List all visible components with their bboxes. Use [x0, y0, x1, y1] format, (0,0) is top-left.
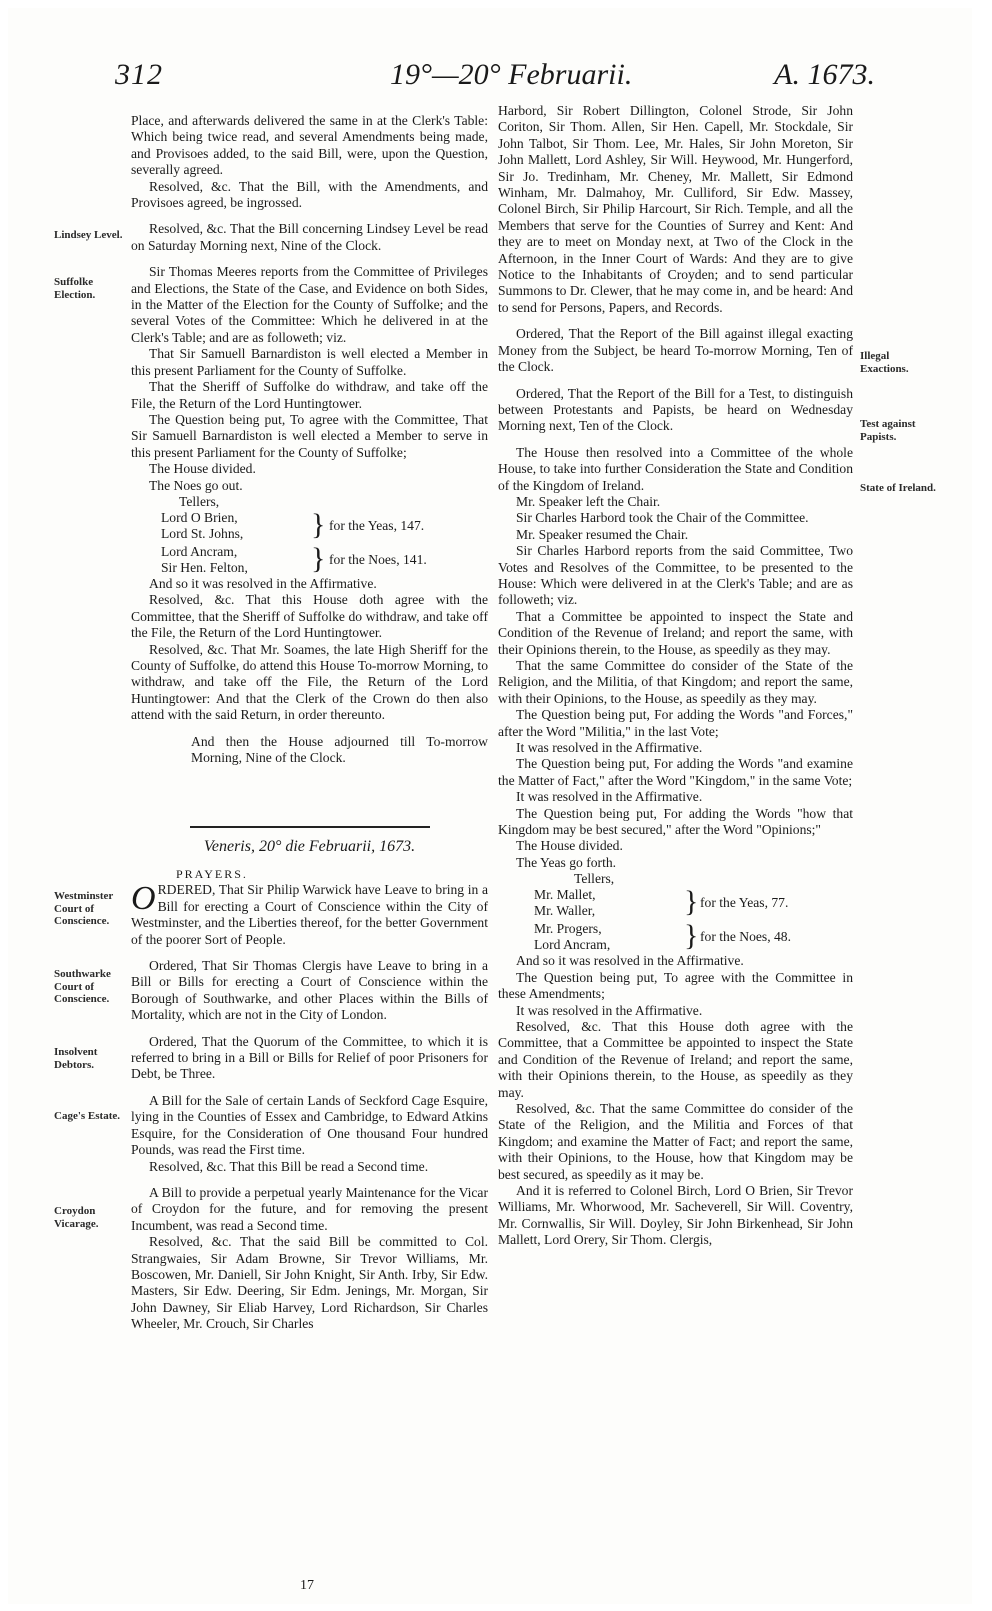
right-para-8: Sir Charles Harbord reports from the said Committee, Two Votes and Resolves of the Committee, to be presented to the House: Which were delivered in at the Clerk's Table; and are as followeth; viz. [498, 543, 853, 608]
left-para-20: Resolved, &c. That the said Bill be committed to Col. Strangwaies, Sir Adam Browne, Sir Trevor Williams, Mr. Boscowen, Mr. Daniell, Sir John Knight, Sir Anth. Irby, Sir Edw. Masters, Sir Edw. Deering, Sir Edm. Jenings, Mr. Morgan, Sir John Dawney, Sir Eliab Harvey, Lord Richardson, Sir Charles Wheeler, Mr. Crouch, Sir Charles [131, 1234, 488, 1332]
left-para-10: And so it was resolved in the Affirmative. [149, 575, 377, 591]
margin-note-lindsey: Lindsey Level. [54, 229, 123, 241]
right-para-4: The House then resolved into a Committee of the whole House, to take into further Consideration the State and Condition of the Kingdom of Ireland. [498, 444, 853, 493]
margin-note-insolvent: Insolvent Debtors. [54, 1046, 98, 1071]
left-para-9: The Noes go out. [149, 477, 243, 493]
right-para-16: The House divided. [516, 838, 623, 854]
page-number: 312 [115, 58, 163, 91]
left-para-4: Sir Thomas Meeres reports from the Committee of Privileges and Elections, the State of the Case, and Evidence on both Sides, in the Matter of the Election for the County of Suffolke; and the several Votes of the Committee: Which he delivered in at the Clerk's Table; and are as followeth; viz. [131, 264, 488, 345]
left-para-15: Ordered, That Sir Thomas Clergis have Leave to bring in a Bill or Bills for erecting a Court of Conscience within the Borough of Southwarke, and other Places within the Bills of Mortality, which are not in the City of London. [131, 958, 488, 1023]
left-para-14 [131, 882, 488, 948]
tellers-block [534, 871, 853, 953]
tellers-label: Tellers, [179, 493, 220, 509]
left-column-lower [131, 866, 488, 1333]
brace: } [311, 541, 326, 575]
page-year: A. 1673. [774, 58, 875, 91]
right-para-5: Mr. Speaker left the Chair. [516, 493, 661, 509]
noes-result: for the Noes, 48. [700, 929, 791, 945]
margin-note-southwarke: Southwarke Court of Conscience. [54, 968, 111, 1005]
page-date-heading: 19°—20° Februarii. [390, 58, 633, 91]
right-para-22: Resolved, &c. That the same Committee do consider of the State of the Religion, and the Militia and Forces of that Kingdom; and examine the Matter of Fact; and report the same, with their Opinions, to the House, how that Kingdom may be best secured, as speedily as it may be. [498, 1100, 853, 1182]
teller-name: Mr. Mallet, [534, 887, 596, 903]
left-para-2: Resolved, &c. That the Bill, with the Amendments, and Provisoes agreed, be ingrossed. [131, 178, 488, 211]
brace: } [311, 507, 326, 541]
drop-cap: O [131, 880, 156, 918]
prayers-heading: PRAYERS. [176, 867, 248, 881]
page-header [115, 58, 875, 98]
teller-name: Lord Ancram, [161, 543, 238, 559]
right-para-6: Sir Charles Harbord took the Chair of the Committee. [516, 510, 809, 526]
right-para-20: It was resolved in the Affirmative. [516, 1002, 703, 1018]
teller-name: Mr. Progers, [534, 921, 602, 937]
yeas-result: for the Yeas, 77. [700, 895, 789, 911]
right-para-23: And it is referred to Colonel Birch, Lord O Brien, Sir Trevor Williams, Mr. Whorwood, Mr. Sacheverell, Sir Will. Coventry, Mr. Cornwallis, Sir Will. Doyley, Sir John Birkenhead, Sir John Mallett, Lord Orery, Sir Thom. Clergis, [498, 1182, 853, 1248]
left-column [131, 113, 488, 766]
left-para-3: Resolved, &c. That the Bill concerning Lindsey Level be read on Saturday Morning next, Nine of the Clock. [131, 221, 488, 253]
left-para-6: That the Sheriff of Suffolke do withdraw, and take off the File, the Return of the Lord Huntingtower. [131, 379, 488, 411]
margin-note-illegal: Illegal Exactions. [860, 350, 909, 375]
left-para-5: That Sir Samuell Barnardiston is well elected a Member in this present Parliament for the County of Suffolke. [131, 346, 488, 378]
margin-note-test: Test against Papists. [860, 418, 916, 443]
margin-note-cage: Cage's Estate. [54, 1110, 120, 1122]
right-para-7: Mr. Speaker resumed the Chair. [516, 526, 689, 542]
brace: } [684, 885, 699, 919]
right-para-14: It was resolved in the Affirmative. [516, 789, 703, 805]
left-para-18: Resolved, &c. That this Bill be read a Second time. [149, 1158, 429, 1174]
margin-note-suffolke: Suffolke Election. [54, 276, 96, 301]
right-para-13: The Question being put, For adding the Words "and examine the Matter of Fact," after the Word "Kingdom," in the same Vote; [498, 756, 853, 788]
right-para-1: Harbord, Sir Robert Dillington, Colonel Strode, Sir John Coriton, Sir Thom. Allen, Sir Hen. Capell, Mr. Stockdale, Sir John Talbot, Sir Thom. Lee, Mr. Hales, Sir John Moreton, Sir John Mallett, Lord Ashley, Sir Will. Heywood, Mr. Hungerford, Sir Jo. Tredinham, Mr. Cheney, Mr. Mallett, Sir Edmond Winham, Mr. Dalmahoy, Mr. Culliford, Sir Edw. Massey, Colonel Birch, Sir Philip Harcourt, Sir Rich. Temple, and all the Members that serve for the Counties of Surrey and Kent: And they are to meet on Monday next, at Two of the Clock in the Afternoon, in the Inner Court of Wards: And they are to give Notice to the Inhabitants of Croyden; and to send particular Summons to Dr. Clewer, that he may come in, and be heard: And to send for Persons, Papers, and Records. [498, 103, 853, 315]
tellers-block [161, 494, 488, 576]
margin-note-croydon: Croydon Vicarage. [54, 1205, 99, 1230]
right-para-19: The Question being put, To agree with the Committee in these Amendments; [498, 969, 853, 1002]
left-para-7: The Question being put, To agree with the Committee, That Sir Samuell Barnardiston is well elected a Member to serve in this present Parliament for the County of Suffolke; [131, 411, 488, 460]
right-para-15: The Question being put, For adding the Words "how that Kingdom may be best secured," after the Word "Opinions;" [498, 805, 853, 838]
margin-note-westminster: Westminster Court of Conscience. [54, 890, 114, 927]
teller-name: Mr. Waller, [534, 903, 596, 919]
left-para-13: And then the House adjourned till To-morrow Morning, Nine of the Clock. [191, 733, 488, 765]
left-para-19: A Bill to provide a perpetual yearly Maintenance for the Vicar of Croydon for the future, and for removing the present Incumbent, was read a Second time. [131, 1184, 488, 1233]
right-para-17: The Yeas go forth. [516, 854, 617, 870]
section-divider [190, 826, 430, 828]
teller-name: Lord O Brien, [161, 509, 238, 525]
left-para-16: Ordered, That the Quorum of the Committee, to which it is referred to bring in a Bill or Bills for Relief of poor Prisoners for Debt, be Three. [131, 1033, 488, 1082]
left-para-17: A Bill for the Sale of certain Lands of Seckford Cage Esquire, lying in the Counties of Essex and Cambridge, to Edward Atkins Esquire, for the Consideration of One thousand Four hundred Pounds, was read the First time. [131, 1092, 488, 1158]
right-para-21: Resolved, &c. That this House doth agree with the Committee, that a Committee be appointed to inspect the State and Condition of the Revenue of Ireland; and report the same, with their Opinions therein, to the House, as speedily as they may. [498, 1018, 853, 1100]
margin-note-ireland: State of Ireland. [860, 482, 936, 494]
teller-name: Sir Hen. Felton, [161, 559, 248, 575]
right-para-9: That a Committee be appointed to inspect the State and Condition of the Revenue of Ireland; and report the same, with their Opinions therein, to the House, as speedily as they may. [498, 608, 853, 657]
right-para-18: And so it was resolved in the Affirmative. [516, 953, 744, 969]
left-para-14-text: RDERED, That Sir Philip Warwick have Leave to bring in a Bill for erecting a Court of Conscience within the City of Westminster, and the Liberties thereof, for the better Government of the poorer Sort of People. [131, 882, 488, 947]
right-column [498, 103, 853, 1249]
teller-name: Lord St. Johns, [161, 525, 244, 541]
section-title: Veneris, 20° die Februarii, 1673. [203, 838, 416, 855]
left-para-12: Resolved, &c. That Mr. Soames, the late High Sheriff for the County of Suffolke, do attend this House To-morrow Morning, to withdraw, and take off the File, the Return of the Lord Huntingtower: And that the Clerk of the Crown do then also attend with the said Return, in order thereunto. [131, 641, 488, 723]
right-para-12: It was resolved in the Affirmative. [516, 740, 703, 756]
signature-mark: 17 [300, 1578, 314, 1593]
yeas-result: for the Yeas, 147. [329, 517, 425, 533]
left-para-11: Resolved, &c. That this House doth agree with the Committee, that the Sheriff of Suffolke do withdraw, and take off the File, the Return of the Lord Huntingtower. [131, 592, 488, 641]
noes-result: for the Noes, 141. [329, 551, 427, 567]
right-para-10: That the same Committee do consider of the State of the Religion, and the Militia, of that Kingdom; and report the same, with their Opinions, to the House, as speedily as they may. [498, 658, 853, 706]
brace: } [684, 919, 699, 953]
teller-name: Lord Ancram, [534, 937, 611, 953]
tellers-label: Tellers, [574, 871, 615, 887]
right-para-11: The Question being put, For adding the Words "and Forces," after the Word "Militia," in the last Vote; [498, 707, 853, 739]
right-para-3: Ordered, That the Report of the Bill for a Test, to distinguish between Protestants and Papists, be heard on Wednesday Morning next, Ten of the Clock. [498, 385, 853, 434]
right-para-2: Ordered, That the Report of the Bill against illegal exacting Money from the Subject, be heard To-morrow Morning, Ten of the Clock. [498, 326, 853, 375]
left-para-8: The House divided. [149, 461, 256, 477]
left-para-1: Place, and afterwards delivered the same in at the Clerk's Table: Which being twice read, and several Amendments being made, and Provisoes added, to the said Bill, were, upon the Question, severally agreed. [131, 113, 488, 178]
